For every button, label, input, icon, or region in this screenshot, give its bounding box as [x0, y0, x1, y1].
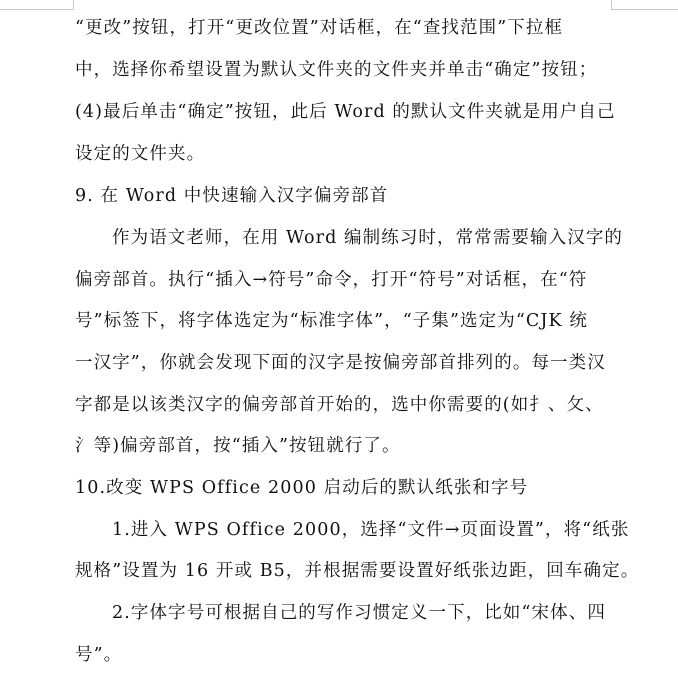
crop-mark-top-right [611, 0, 678, 10]
text-line: 一汉字”，你就会发现下面的汉字是按偏旁部首排列的。每一类汉 [75, 353, 606, 373]
section-heading: 9. 在 Word 中快速输入汉字偏旁部首 [75, 186, 389, 206]
text-line: 号”。 [75, 645, 123, 665]
text-line: 氵等)偏旁部首，按“插入”按钮就行了。 [75, 436, 401, 456]
text-line: 规格”设置为 16 开或 B5，并根据需要设置好纸张边距，回车确定。 [75, 561, 640, 581]
text-line: 字都是以该类汉字的偏旁部首开始的，选中你需要的(如扌、攵、 [75, 395, 604, 415]
text-line: 号”标签下，将字体选定为“标准字体”，“子集”选定为“CJK 统 [75, 311, 588, 331]
crop-mark-top-left [0, 0, 74, 10]
text-line: “更改”按钮，打开“更改位置”对话框，在“查找范围”下拉框 [75, 18, 564, 38]
text-line: (4)最后单击“确定”按钮，此后 Word 的默认文件夹就是用户自己 [75, 102, 616, 122]
text-line: 设定的文件夹。 [75, 144, 206, 164]
section-heading: 10.改变 WPS Office 2000 启动后的默认纸张和字号 [75, 478, 529, 498]
paragraph-first-line: 2.字体字号可根据自己的写作习惯定义一下，比如“宋体、四 [112, 603, 606, 623]
paragraph-first-line: 作为语文老师，在用 Word 编制练习时，常常需要输入汉字的 [112, 228, 624, 248]
text-line: 中，选择你希望设置为默认文件夹的文件夹并单击“确定”按钮； [75, 60, 598, 80]
text-line: 偏旁部首。执行“插入→符号”命令，打开“符号”对话框，在“符 [75, 270, 588, 290]
paragraph-first-line: 1.进入 WPS Office 2000，选择“文件→页面设置”，将“纸张 [112, 520, 630, 540]
